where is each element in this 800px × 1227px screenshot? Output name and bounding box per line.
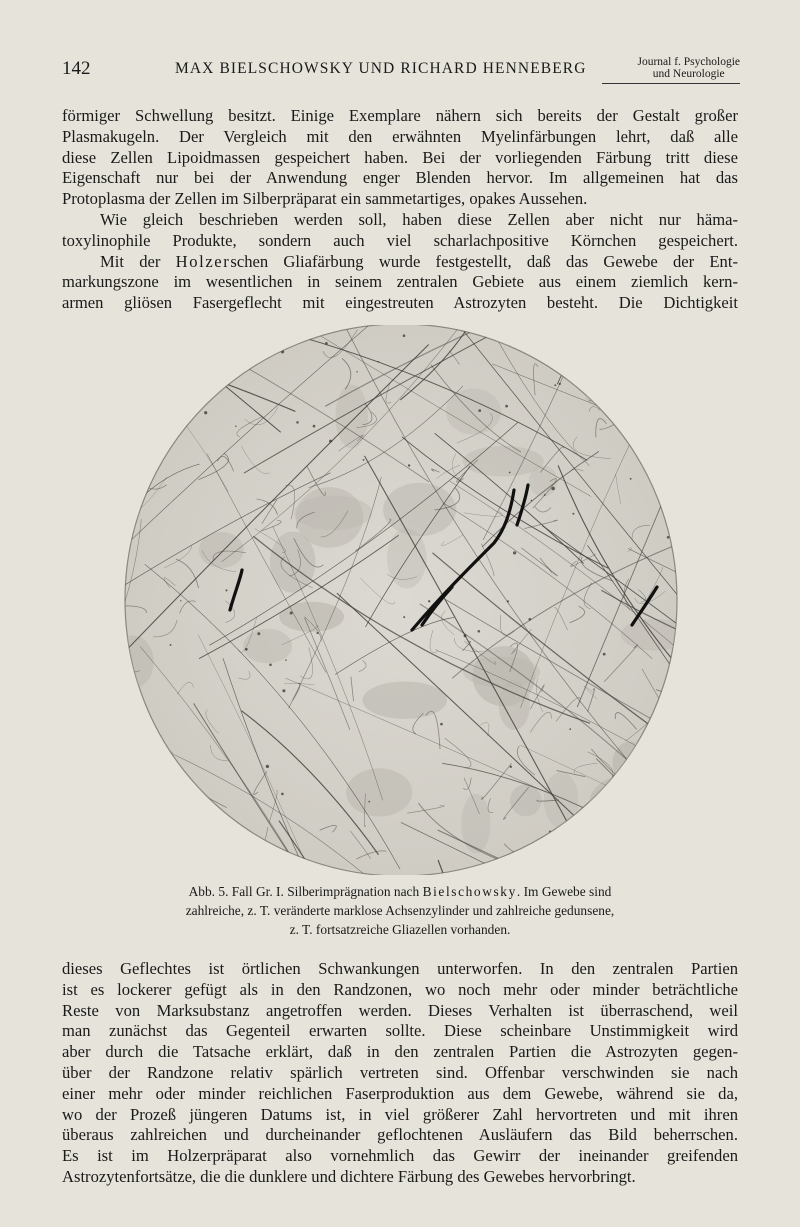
glia-fiber [627, 782, 649, 784]
glia-fiber [637, 824, 680, 875]
glia-fiber [166, 325, 176, 348]
top-text-block [62, 106, 738, 314]
glia-fiber [145, 435, 169, 452]
granule [478, 630, 481, 633]
glia-fiber [677, 720, 680, 738]
glia-fiber [595, 325, 599, 343]
granule [428, 600, 430, 602]
glia-fiber [620, 372, 628, 383]
paragraph-line: förmiger Schwellung besitzt. Einige Exemplare nähern sich bereits der Gestalt großer [62, 106, 738, 125]
granule [677, 732, 679, 734]
glia-fiber [122, 788, 136, 798]
granule [583, 835, 585, 837]
glia-fiber [670, 387, 679, 394]
granule [296, 421, 299, 424]
granule [531, 500, 533, 502]
paragraph-line: Reste von Marksubstanz angetroffen werden. Dieses Verhalten ist überraschend, weil [62, 1000, 738, 1020]
granule [235, 425, 236, 426]
granule [225, 589, 227, 591]
glia-cell [122, 808, 155, 837]
granule [316, 632, 318, 634]
glia-fiber [133, 449, 140, 462]
glia-fiber [652, 789, 680, 875]
glia-cell [461, 794, 490, 854]
glia-fiber [122, 540, 123, 557]
text-fragment: Mit der [100, 251, 176, 271]
header-rule [602, 83, 740, 84]
glia-fiber [203, 341, 219, 358]
granule [285, 659, 287, 661]
glia-fiber [645, 413, 653, 447]
glia-fiber [673, 793, 681, 875]
glia-fiber [183, 335, 191, 345]
glia-cell [243, 629, 292, 664]
glia-cell [463, 446, 544, 476]
granule [630, 478, 632, 480]
granule [188, 781, 190, 783]
glia-fiber [134, 453, 150, 469]
glia-fiber [147, 406, 170, 428]
granule [290, 612, 293, 615]
granule [569, 728, 571, 730]
granule [164, 871, 167, 874]
granule [269, 664, 272, 667]
paragraph-line: Es ist im Holzerpräparat also vornehmlich das Gewirr der ineinander greifenden [62, 1146, 738, 1166]
granule [311, 872, 313, 874]
granule [245, 648, 248, 651]
caption-line: zahlreiche, z. T. veränderte marklose Achsenzylinder und zahlreiche gedunsene, [185, 903, 615, 918]
granule [539, 853, 541, 855]
granule [313, 425, 316, 428]
glia-fiber [176, 841, 200, 856]
paragraph-line: Astrozytenfortsätze, die die dunklere und dichtere Färbung des Gewebes hervorbringt. [62, 1166, 636, 1186]
paragraph-line: diese Zellen Lipoidmassen gespeichert haben. Bei der vorliegenden Färbung tritt diese [62, 147, 738, 167]
paragraph-line: aber durch die Tatsache erklärt, daß in den zentralen Partien die Astrozyten gegen- [62, 1042, 738, 1062]
glia-cell [544, 772, 579, 828]
glia-fiber [171, 372, 202, 405]
glia-cell [279, 602, 344, 632]
paragraph-line: man zunächst das Gegenteil erwarten sollte. Diese scheinbare Unstimmigkeit wird [62, 1021, 738, 1041]
caption-line [120, 882, 680, 901]
bottom-text-block [62, 959, 738, 1188]
granule [368, 801, 370, 803]
text-fragment: . Im Gewebe sind [516, 884, 612, 899]
author-name-spaced: Holzer [175, 251, 231, 271]
paragraph-line: wo der Prozeß jüngeren Datums ist, in viel größerer Zahl hervortreten und mit ihren [62, 1104, 738, 1124]
granule [356, 371, 358, 373]
glia-fiber [607, 367, 637, 380]
glia-fiber [656, 690, 680, 827]
granule [551, 487, 555, 491]
paragraph-line: Wie gleich beschrieben werden soll, haben diese Zellen aber nicht nur häma- [100, 209, 738, 229]
glia-fiber [175, 843, 207, 862]
granule [180, 600, 181, 601]
granule [510, 766, 512, 768]
glia-fiber [145, 775, 174, 785]
granule [603, 653, 606, 656]
granule [170, 644, 172, 646]
glia-fiber [207, 841, 223, 860]
figure-caption [120, 882, 680, 939]
glia-fiber [512, 325, 519, 330]
caption-line: z. T. fortsatzreiche Gliazellen vorhanden. [289, 922, 511, 937]
glia-fiber [122, 753, 192, 874]
microscopy-figure [122, 325, 680, 875]
text-fragment: schen Gliafärbung wurde festgestellt, daß das Gewebe der Ent- [230, 251, 738, 271]
running-title: MAX BIELSCHOWSKY UND RICHARD HENNEBERG [175, 60, 587, 77]
page-number: 142 [62, 58, 91, 79]
granule [440, 723, 443, 726]
granule [513, 551, 516, 554]
paragraph-line: über der Randzone relativ spärlich vertreten sind. Offenbar verschwinden sie nach [62, 1062, 738, 1082]
granule [325, 342, 328, 345]
glia-fiber [147, 325, 256, 335]
granule [656, 859, 658, 861]
granule [633, 858, 635, 860]
granule [363, 459, 365, 461]
glia-fiber [197, 798, 204, 813]
granule [403, 616, 405, 618]
granule [133, 724, 137, 728]
paragraph-line: überaus zahlreichen und durcheinander geflochtenen Ausläufern das Bild beherrschen. [62, 1125, 738, 1145]
granule [329, 440, 332, 443]
granule [667, 536, 670, 539]
journal-name-line-2: und Neurologie [652, 68, 725, 80]
glia-cell [383, 483, 456, 536]
granule [505, 405, 508, 408]
glia-fiber [125, 849, 155, 859]
paragraph-line: toxylinophile Produkte, sondern auch viel scharlachpositive Körnchen gespeichert. [62, 230, 738, 250]
granule [507, 600, 509, 602]
glia-fiber [123, 383, 158, 407]
paragraph-line: dieses Geflechtes ist örtlichen Schwankungen unterworfen. In den zentralen Partien [62, 959, 738, 978]
paragraph-line: armen gliösen Fasergeflecht mit eingestreuten Astrozyten besteht. Die Dichtigkeit [62, 293, 738, 313]
granule [528, 618, 531, 621]
granule [559, 383, 561, 385]
paragraph-line: Eigenschaft nur bei der Anwendung enger Blenden hervor. Im allgemeinen hat das [62, 168, 738, 188]
granule [281, 793, 284, 796]
granule [464, 634, 467, 637]
glia-fiber [122, 360, 131, 374]
text-fragment: Abb. 5. Fall Gr. I. Silberimprägnation nach [188, 884, 423, 899]
paragraph-line: einer mehr oder minder reichlichen Faserproduktion aus dem Gewebe, während sie da, [62, 1083, 738, 1103]
paragraph-line: Plasmakugeln. Der Vergleich mit den erwähnten Myelinfärbungen lehrt, daß alle [62, 126, 738, 146]
glia-fiber [613, 391, 633, 408]
journal-name-line-1: Journal f. Psychologie [637, 56, 740, 68]
glia-cell [346, 768, 412, 816]
granule [266, 765, 269, 768]
glia-fiber [634, 813, 668, 822]
paragraph-line [62, 252, 738, 273]
glia-fiber [659, 790, 676, 802]
granule [403, 334, 406, 337]
paragraph-line: ist es lockerer gefügt als in den Randzonen, wo noch mehr oder minder beträchtliche [62, 979, 738, 999]
granule [509, 472, 511, 474]
glia-fiber [192, 835, 203, 859]
glia-fiber [557, 325, 653, 384]
glia-cell [296, 487, 364, 548]
granule [207, 349, 209, 351]
granule [174, 326, 176, 328]
granule [257, 632, 260, 635]
paragraph-line: markungszone im wesentlichen in seinem zentralen Gebiete aus einem ziemlich kern- [62, 272, 738, 292]
author-name-spaced: Bielschowsky [422, 884, 517, 899]
granule [633, 445, 635, 447]
granule [282, 689, 285, 692]
granule [378, 361, 379, 362]
granule [554, 384, 556, 386]
granule [572, 513, 574, 515]
glia-fiber [659, 788, 669, 811]
granule [204, 411, 207, 414]
granule [408, 464, 410, 466]
granule [544, 494, 546, 496]
paragraph-line: Protoplasma der Zellen im Silberpräparat ein sammetartiges, opakes Aussehen. [62, 189, 588, 209]
journal-name [637, 56, 740, 80]
page-header [62, 56, 740, 88]
glia-fiber [174, 799, 176, 813]
granule [478, 409, 481, 412]
glia-fiber [670, 724, 680, 875]
